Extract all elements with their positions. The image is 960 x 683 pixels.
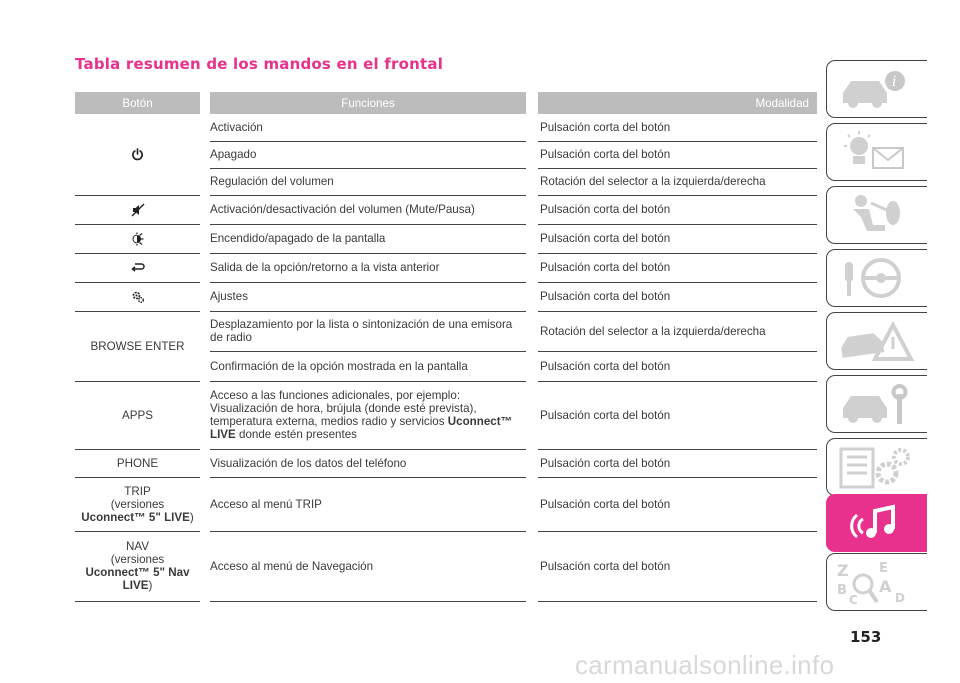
- controls-summary-table: [75, 92, 817, 602]
- tab-starting-driving[interactable]: [826, 249, 927, 307]
- screen-brightness-icon: [131, 232, 145, 246]
- mode-cell: Rotación del selector a la izquierda/derecha: [538, 168, 817, 195]
- table-header-row: [75, 92, 817, 114]
- table-row: [75, 282, 817, 311]
- table-row: [75, 477, 817, 531]
- warning-light-message-icon: [835, 128, 919, 176]
- trip-cell: TRIP (versiones Uconnect™ 5" LIVE): [75, 477, 200, 531]
- mode-cell: Pulsación corta del botón: [538, 477, 817, 531]
- nav-cell: NAV (versiones Uconnect™ 5" Nav LIVE): [75, 531, 200, 601]
- power-icon: [131, 148, 144, 161]
- multimedia-music-icon: [835, 499, 919, 547]
- header-functions: Funciones: [210, 92, 526, 114]
- table-row: [75, 114, 817, 141]
- function-cell: Confirmación de la opción mostrada en la pantalla: [210, 351, 526, 381]
- function-cell: Activación: [210, 114, 526, 141]
- page-number: 153: [850, 628, 882, 646]
- tab-emergency[interactable]: [826, 312, 927, 370]
- table-row: [75, 381, 817, 449]
- header-button: Botón: [75, 92, 200, 114]
- browse-enter-cell: BROWSE ENTER: [75, 311, 200, 381]
- mode-cell: Pulsación corta del botón: [538, 531, 817, 601]
- phone-cell: PHONE: [75, 449, 200, 477]
- mode-cell: Pulsación corta del botón: [538, 114, 817, 141]
- mode-cell: Pulsación corta del botón: [538, 141, 817, 168]
- car-wrench-icon: [835, 380, 919, 428]
- table-row: [75, 449, 817, 477]
- mode-cell: Pulsación corta del botón: [538, 224, 817, 253]
- function-cell: Acceso al menú de Navegación: [210, 531, 526, 601]
- function-cell: Apagado: [210, 141, 526, 168]
- svg-text:E: E: [879, 561, 888, 576]
- mute-icon: [131, 203, 145, 217]
- header-mode: Modalidad: [538, 92, 817, 114]
- function-cell: Salida de la opción/retorno a la vista anterior: [210, 253, 526, 282]
- svg-text:B: B: [837, 583, 847, 598]
- screen-button-cell: [75, 224, 200, 253]
- function-cell: Visualización de los datos del teléfono: [210, 449, 526, 477]
- tab-safety[interactable]: [826, 186, 927, 244]
- mode-cell: Pulsación corta del botón: [538, 195, 817, 224]
- tab-maintenance[interactable]: [826, 375, 927, 433]
- table-row: [75, 311, 817, 351]
- back-button-cell: [75, 253, 200, 282]
- mode-cell: Pulsación corta del botón: [538, 381, 817, 449]
- back-icon: [131, 262, 145, 274]
- mode-cell: Pulsación corta del botón: [538, 253, 817, 282]
- tab-technical-data[interactable]: [826, 438, 927, 496]
- function-cell: Acceso a las funciones adicionales, por ejemplo: Visualización de hora, brújula (donde esté prevista), temperatura externa, medios radio y servicios Uconnect™ LIVE donde estén presentes: [210, 381, 526, 449]
- function-cell: Acceso al menú TRIP: [210, 477, 526, 531]
- tab-warning-lights[interactable]: [826, 123, 927, 181]
- function-cell: Desplazamiento por la lista o sintonización de una emisora de radio: [210, 311, 526, 351]
- function-cell: Regulación del volumen: [210, 168, 526, 195]
- svg-text:C: C: [849, 593, 858, 606]
- svg-text:i: i: [892, 74, 897, 90]
- car-info-icon: [835, 65, 919, 113]
- mode-cell: Pulsación corta del botón: [538, 351, 817, 381]
- mode-cell: Pulsación corta del botón: [538, 282, 817, 311]
- table-row: [75, 531, 817, 601]
- table-row: [75, 195, 817, 224]
- table-row: [75, 253, 817, 282]
- tab-index[interactable]: [826, 553, 927, 611]
- svg-text:Z: Z: [837, 561, 849, 580]
- function-cell: Encendido/apagado de la pantalla: [210, 224, 526, 253]
- key-steering-wheel-icon: [835, 254, 919, 302]
- apps-cell: APPS: [75, 381, 200, 449]
- power-button-cell: [75, 114, 200, 195]
- mute-button-cell: [75, 195, 200, 224]
- table-row: [75, 224, 817, 253]
- mode-cell: Rotación del selector a la izquierda/derecha: [538, 311, 817, 351]
- settings-icon: [131, 290, 145, 304]
- function-cell: Activación/desactivación del volumen (Mute/Pausa): [210, 195, 526, 224]
- mode-cell: Pulsación corta del botón: [538, 449, 817, 477]
- page-title: Tabla resumen de los mandos en el frontal: [75, 55, 444, 73]
- watermark: carmanualsonline.info: [575, 650, 835, 680]
- function-cell: Ajustes: [210, 282, 526, 311]
- tab-car-info[interactable]: [826, 60, 927, 118]
- car-warning-triangle-icon: [835, 317, 919, 365]
- settings-button-cell: [75, 282, 200, 311]
- seat-airbag-icon: [835, 191, 919, 239]
- tab-multimedia[interactable]: [826, 494, 927, 552]
- svg-text:A: A: [879, 577, 892, 596]
- svg-text:D: D: [895, 591, 905, 605]
- alphabetical-index-icon: [835, 558, 919, 606]
- spec-sheet-gears-icon: [835, 443, 919, 491]
